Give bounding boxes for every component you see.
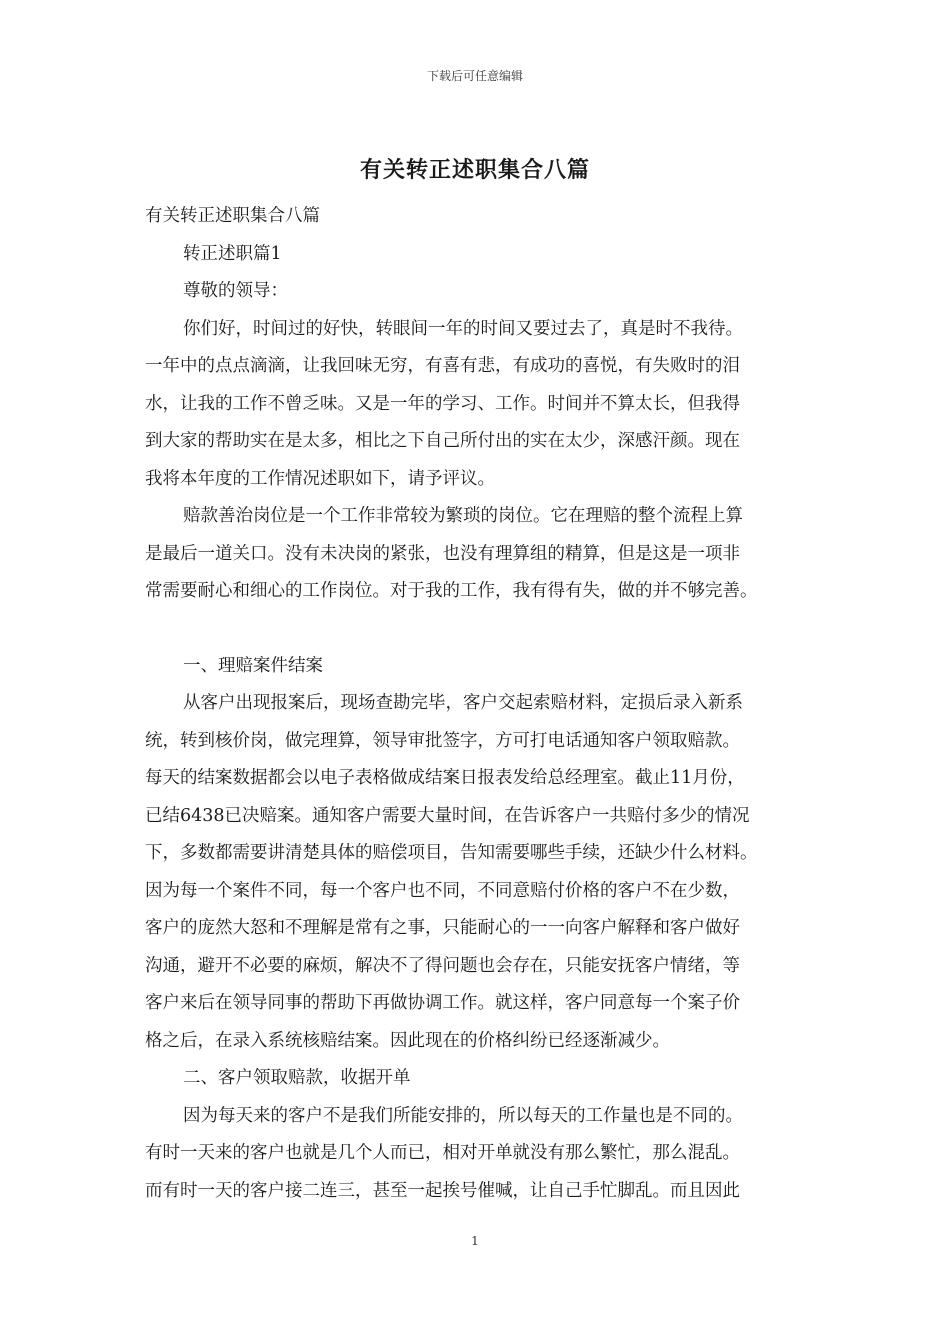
- body-line: 而有时一天的客户接二连三，甚至一起挨号催喊，让自己手忙脚乱。而且因此: [145, 1180, 740, 1201]
- section-heading: 一、理赔案件结案: [183, 655, 323, 676]
- document-title: 有关转正述职集合八篇: [359, 157, 590, 183]
- body-line: 有时一天来的客户也就是几个人而已，相对开单就没有那么繁忙，那么混乱。: [145, 1143, 740, 1163]
- body-line: 赔款善治岗位是一个工作非常较为繁琐的岗位。它在理赔的整个流程上算: [183, 506, 743, 526]
- body-line: 已结6438已决赔案。通知客户需要大量时间，在告诉客户一共赔付多少的情况: [145, 805, 750, 826]
- body-line: 客户的庞然大怒和不理解是常有之事，只能耐心的一一向客户解释和客户做好: [145, 918, 740, 938]
- body-line: 沟通，避开不必要的麻烦，解决不了得问题也会存在，只能安抚客户情绪，等: [145, 955, 740, 976]
- body-line: 下，多数都需要讲清楚具体的赔偿项目，告知需要哪些手续，还缺少什么材料。: [145, 843, 758, 863]
- body-line: 因为每天来的客户不是我们所能安排的，所以每天的工作量也是不同的。: [183, 1105, 743, 1126]
- document-body: [145, 198, 825, 1210]
- body-line: 有关转正述职集合八篇: [145, 206, 320, 226]
- body-line: 格之后，在录入系统核赔结案。因此现在的价格纠纷已经逐渐减少。: [145, 1030, 670, 1051]
- body-line: 一年中的点点滴滴，让我回味无穷，有喜有悲，有成功的喜悦，有失败时的泪: [145, 356, 740, 376]
- body-line: 从客户出现报案后，现场查勘完毕，客户交起索赔材料，定损后录入新系: [183, 693, 743, 713]
- body-line: 你们好，时间过的好快，转眼间一年的时间又要过去了，真是时不我待。: [183, 318, 743, 339]
- paragraph-gap: [145, 611, 825, 648]
- body-line: 水，让我的工作不曾乏味。又是一年的学习、工作。时间并不算太长，但我得: [145, 393, 740, 414]
- page-header-note: 下载后可任意编辑: [426, 69, 523, 83]
- salutation: 尊敬的领导：: [183, 281, 288, 301]
- section-heading: 转正述职篇1: [183, 243, 282, 264]
- page-number: 1: [471, 1234, 479, 1248]
- body-line: 常需要耐心和细心的工作岗位。对于我的工作，我有得有失，做的并不够完善。: [145, 581, 758, 601]
- body-line: 每天的结案数据都会以电子表格做成结案日报表发给总经理室。截止11月份，: [145, 768, 745, 788]
- body-line: 统，转到核价岗，做完理算，领导审批签字，方可打电话通知客户领取赔款。: [145, 730, 740, 751]
- body-line: 因为每一个案件不同，每一个客户也不同，不同意赔付价格的客户不在少数，: [145, 880, 740, 901]
- body-line: 我将本年度的工作情况述职如下，请予评议。: [145, 468, 495, 489]
- body-line: 客户来后在领导同事的帮助下再做协调工作。就这样，客户同意每一个案子价: [145, 993, 740, 1013]
- body-line: 到大家的帮助实在是太多，相比之下自己所付出的实在太少，深感汗颜。现在: [145, 431, 740, 451]
- section-heading: 二、客户领取赔款，收据开单: [183, 1068, 411, 1088]
- body-line: 是最后一道关口。没有未决岗的紧张，也没有理算组的精算，但是这是一项非: [145, 543, 740, 564]
